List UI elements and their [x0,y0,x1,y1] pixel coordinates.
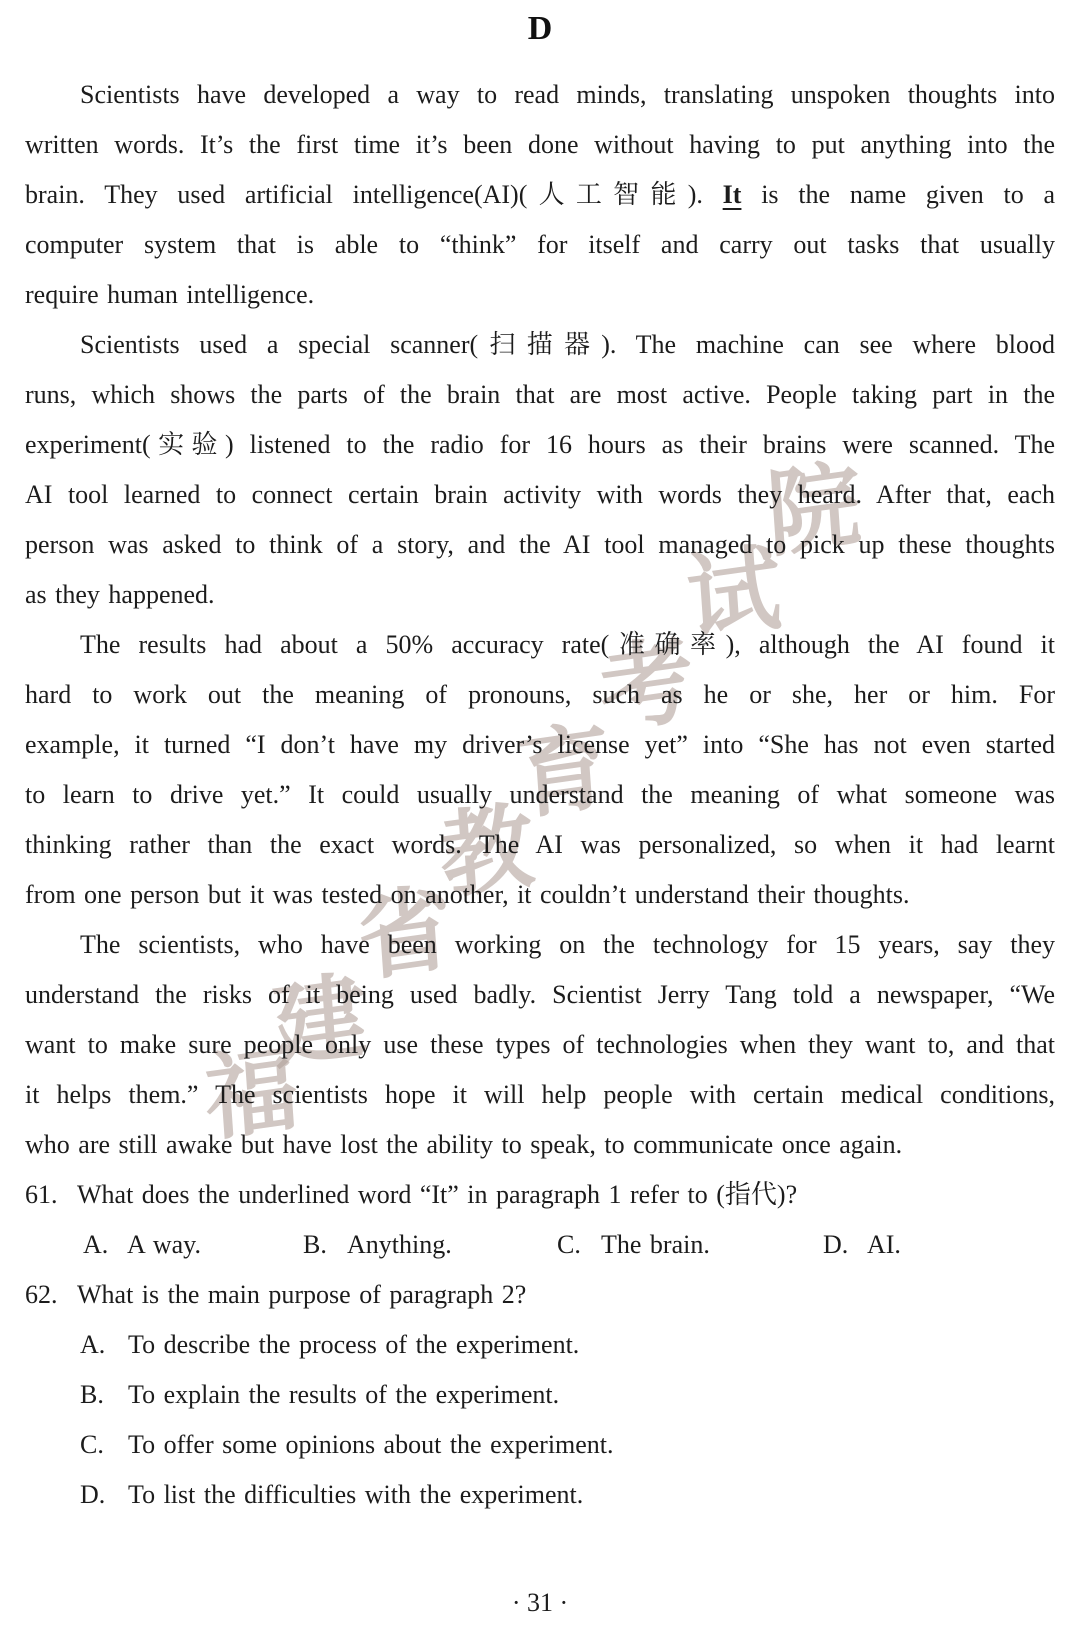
passage-text: who are still awake but have lost the ability to speak, to communicate once again. [25,1130,903,1159]
passage-line [25,770,1055,820]
passage-line [25,270,1055,320]
watermark-character: 建 [269,964,371,1082]
option [25,1470,1055,1520]
option-text: To list the difficulties with the experiment. [128,1480,584,1509]
watermark-character: 试 [683,536,785,654]
passage-text: Scientists have developed a way to read minds, translating unspoken thoughts into [80,80,1055,109]
passage-line [25,720,1055,770]
option [25,1320,1055,1370]
question-number: 62. [25,1280,58,1309]
question-number: 61. [25,1180,58,1209]
passage-line [25,120,1055,170]
reading-passage [25,70,1055,1170]
option [557,1220,710,1270]
watermark-character: 育 [513,714,615,832]
option-text: AI. [867,1230,901,1259]
passage-text: example, it turned “I don’t have my driver’s license yet” into “She has not even started [25,730,1055,759]
passage-text: brain. They used artificial intelligence(AI)(人工智能). [25,180,723,209]
option [823,1220,901,1270]
page-number: · 31 · [511,1588,569,1617]
passage-text: is the name given to a [741,180,1056,209]
option-text: The brain. [601,1230,710,1259]
passage-text: The results had about a 50% accuracy rate(准确率), although the AI found it [80,630,1055,659]
watermark-character: 考 [596,628,698,746]
question-line [25,1170,1055,1220]
options-row [25,1220,1055,1270]
option-label: C. [80,1430,104,1459]
passage-text: computer system that is able to “think” for itself and carry out tasks that usually [25,230,1055,259]
underlined-word-it: It [722,180,742,209]
option-label: D. [80,1480,106,1509]
option-text: To explain the results of the experiment. [128,1380,560,1409]
passage-line [25,70,1055,120]
passage-text: The scientists, who have been working on the technology for 15 years, say they [80,930,1055,959]
question-text: What does the underlined word “It” in paragraph 1 refer to (指代)? [77,1180,798,1209]
questions-block [25,1170,1055,1520]
passage-line [25,470,1055,520]
passage-text: AI tool learned to connect certain brain activity with words they heard. After that, each [25,480,1055,509]
passage-line [25,320,1055,370]
passage-text: want to make sure people only use these types of technologies when they want to, and that [25,1030,1055,1059]
passage-line [25,670,1055,720]
watermark-character: 院 [763,452,865,570]
passage-text: require human intelligence. [25,280,315,309]
passage-line [25,920,1055,970]
option-label: A. [80,1330,106,1359]
watermark-character: 教 [436,794,538,912]
passage-text: understand the risks of it being used badly. Scientist Jerry Tang told a newspaper, “We [25,980,1055,1009]
passage-line [25,970,1055,1020]
watermark-character: 福 [201,1036,303,1154]
passage-text: Scientists used a special scanner(扫描器). The machine can see where blood [80,330,1055,359]
option-label: B. [80,1380,104,1409]
question-text: What is the main purpose of paragraph 2? [77,1280,527,1309]
option-text: To describe the process of the experiment. [128,1330,580,1359]
option [303,1220,452,1270]
option-label: C. [557,1230,581,1259]
option [25,1420,1055,1470]
passage-text: as they happened. [25,580,215,609]
option-label: D. [823,1230,849,1259]
passage-line [25,370,1055,420]
passage-text: experiment(实验) listened to the radio for 16 hours as their brains were scanned. The [25,430,1055,459]
question-line [25,1270,1055,1320]
passage-line [25,820,1055,870]
passage-text: from one person but it was tested on another, it couldn’t understand their thoughts. [25,880,910,909]
passage-text: thinking rather than the exact words. The AI was personalized, so when it had learnt [25,830,1055,859]
page-text-flow [25,70,1055,1520]
passage-line [25,1120,1055,1170]
option-text: A way. [127,1230,201,1259]
passage-line [25,220,1055,270]
passage-line [25,1070,1055,1120]
section-title: D [527,10,553,47]
passage-line [25,170,1055,220]
passage-text: it helps them.” The scientists hope it will help people with certain medical conditions, [25,1080,1055,1109]
passage-text: hard to work out the meaning of pronouns, such as he or she, her or him. For [25,680,1055,709]
passage-text: person was asked to think of a story, and the AI tool managed to pick up these thoughts [25,530,1055,559]
passage-line [25,420,1055,470]
option-label: B. [303,1230,327,1259]
passage-line [25,1020,1055,1070]
watermark-character: 省 [354,876,456,994]
passage-line [25,870,1055,920]
option-label: A. [83,1230,109,1259]
passage-text: runs, which shows the parts of the brain that are most active. People taking part in the [25,380,1055,409]
option-text: Anything. [347,1230,452,1259]
option [25,1370,1055,1420]
option-text: To offer some opinions about the experiment. [128,1430,614,1459]
passage-line [25,620,1055,670]
passage-line [25,520,1055,570]
option [83,1220,201,1270]
passage-text: written words. It’s the first time it’s been done without having to put anything into the [25,130,1055,159]
passage-line [25,570,1055,620]
passage-text: to learn to drive yet.” It could usually understand the meaning of what someone was [25,780,1055,809]
